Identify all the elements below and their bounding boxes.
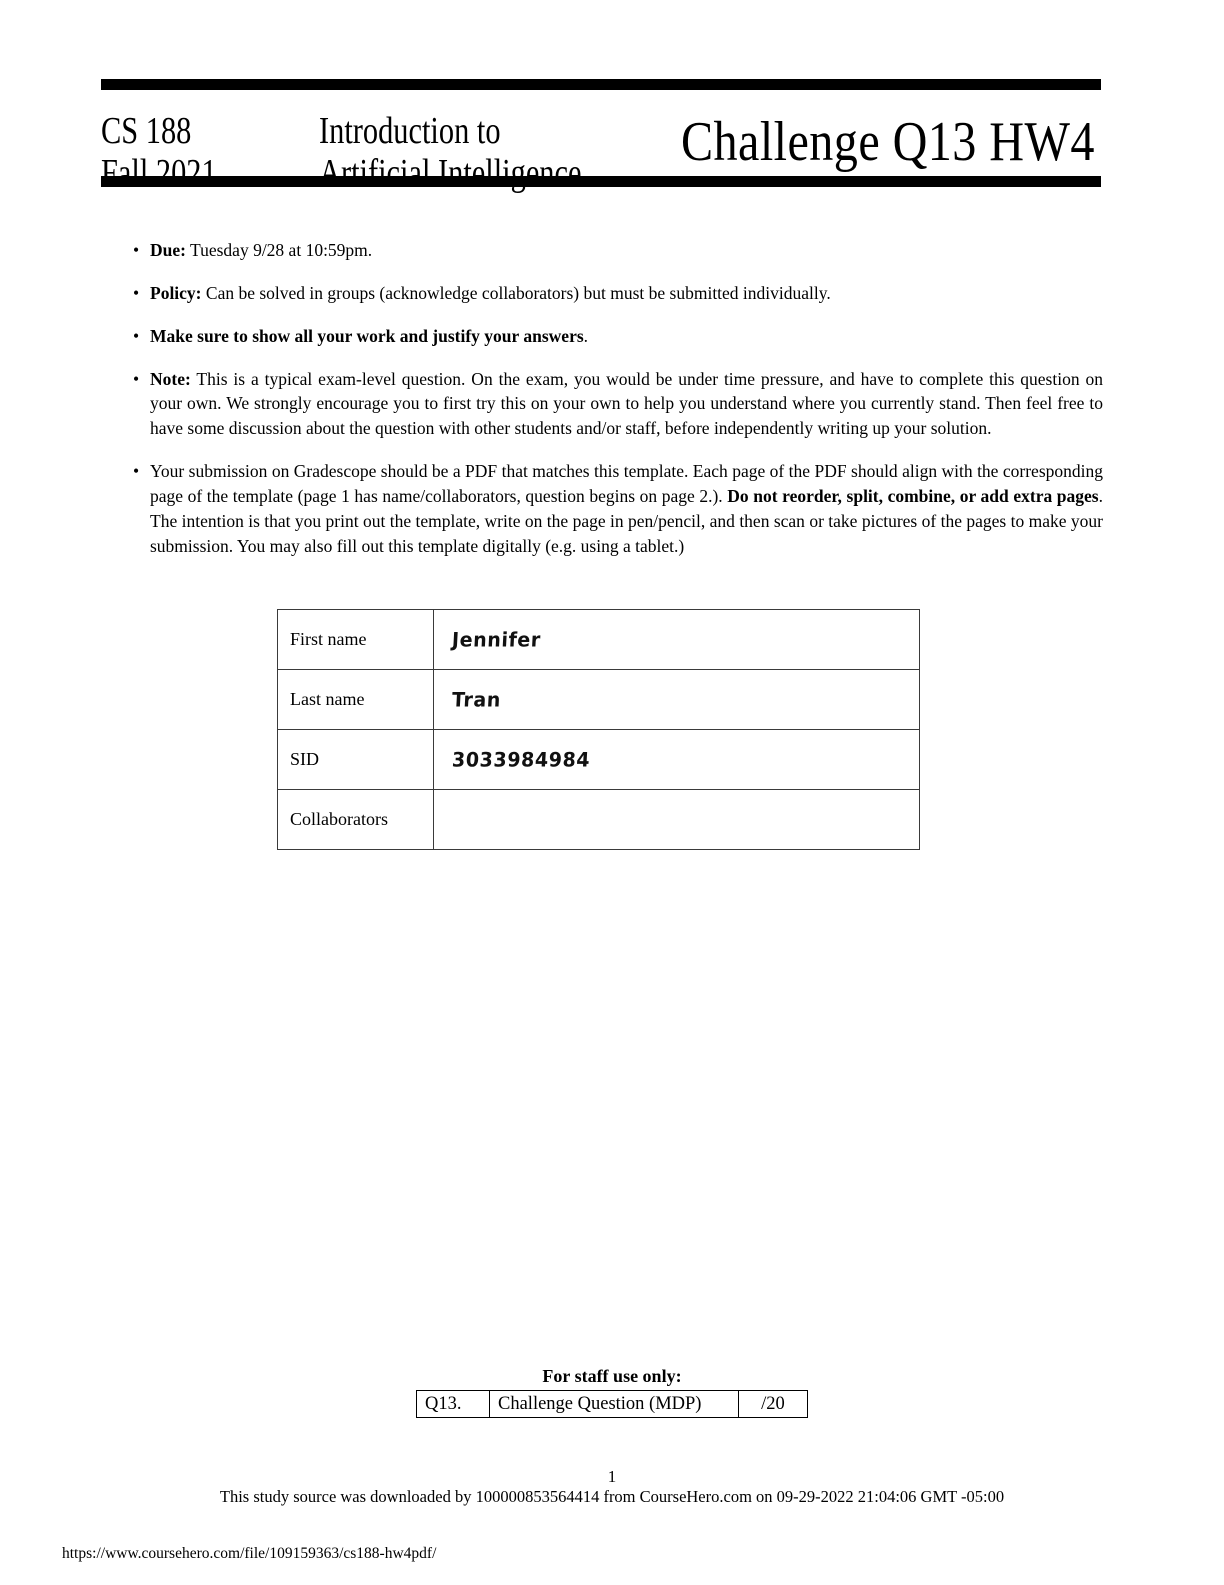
header-title-row xyxy=(101,90,1101,194)
question-number: Q13. xyxy=(417,1391,490,1418)
bullet-emphasis: Do not reorder, split, combine, or add extra pages xyxy=(727,485,1099,506)
download-attribution: This study source was downloaded by 100000853564414 from CourseHero.com on 09-29-2022 21:04:06 GMT -05:00 xyxy=(219,1487,1005,1506)
table-row xyxy=(278,730,920,790)
staff-grading-table xyxy=(416,1390,808,1418)
list-item xyxy=(133,459,1103,558)
instructions-list xyxy=(133,238,1103,558)
bullet-text-part-2: . The intention is that you print out the template, write on the page in pen/pencil, and then scan or take pictures of the pages to make your submission. You may also fill out this template digitally (e.g. using a tablet.) xyxy=(150,485,1103,556)
course-subject xyxy=(319,112,582,192)
document-header xyxy=(101,79,1101,194)
bullet-lead: Due: xyxy=(150,240,186,260)
staff-use-section xyxy=(0,1366,1224,1418)
bullet-lead: Make sure to show all your work and justify your answers xyxy=(150,325,584,346)
bullet-text: Can be solved in groups (acknowledge collaborators) but must be submitted individually. xyxy=(201,282,831,303)
field-label-first-name: First name xyxy=(278,610,434,670)
bullet-lead: Policy: xyxy=(150,282,202,303)
field-value-collaborators[interactable] xyxy=(434,790,920,850)
table-row xyxy=(278,610,920,670)
course-code: CS 188 xyxy=(101,110,192,152)
bullet-lead: Note: xyxy=(150,368,191,389)
source-url: https://www.coursehero.com/file/109159363/cs188-hw4pdf/ xyxy=(62,1545,437,1562)
handwritten-last-name: Tran xyxy=(451,687,502,712)
list-item xyxy=(133,367,1103,442)
handwritten-sid: 3033984984 xyxy=(451,747,591,772)
bullet-icon: • xyxy=(133,325,140,346)
staff-use-heading: For staff use only: xyxy=(542,1366,682,1386)
table-row xyxy=(417,1391,808,1418)
assignment-title: Challenge Q13 HW4 xyxy=(681,111,1095,173)
bullet-text: . xyxy=(583,325,589,346)
list-item xyxy=(133,324,1103,349)
course-identifier xyxy=(101,112,217,192)
list-item xyxy=(133,281,1103,306)
table-row xyxy=(278,670,920,730)
bullet-text: Tuesday 9/28 at 10:59pm. xyxy=(185,240,373,260)
bullet-icon: • xyxy=(133,240,140,260)
subject-line-2: Artificial Intelligence xyxy=(319,152,582,194)
bullet-icon: • xyxy=(133,461,140,482)
bullet-icon: • xyxy=(133,282,140,303)
field-label-sid: SID xyxy=(278,730,434,790)
field-value-last-name[interactable] xyxy=(434,670,920,730)
question-label: Challenge Question (MDP) xyxy=(490,1391,739,1418)
bullet-icon: • xyxy=(133,368,140,389)
handwritten-first-name: Jennifer xyxy=(451,627,542,652)
bullet-text: This is a typical exam-level question. On the exam, you would be under time pressure, and have to complete this question on your own. We strongly encourage you to first try this on your own to help you understand where you currently stand. Then feel free to have some discussion about the question with other students and/or staff, before independently writing up your solution. xyxy=(150,368,1103,439)
student-info-table xyxy=(277,609,920,850)
field-label-last-name: Last name xyxy=(278,670,434,730)
field-value-first-name[interactable] xyxy=(434,610,920,670)
header-bottom-rule xyxy=(101,176,1101,187)
field-label-collaborators: Collaborators xyxy=(278,790,434,850)
course-term: Fall 2021 xyxy=(101,152,217,194)
subject-line-1: Introduction to xyxy=(319,110,501,152)
question-points: /20 xyxy=(739,1391,808,1418)
field-value-sid[interactable] xyxy=(434,730,920,790)
list-item xyxy=(133,238,1103,263)
page-number: 1 xyxy=(607,1467,617,1486)
table-row xyxy=(278,790,920,850)
bullet-text-part-1: Your submission on Gradescope should be a PDF that matches this template. Each page of the PDF should align with the corresponding page of the template (page 1 has name/collaborators, question begins on page 2.). xyxy=(150,461,1103,506)
header-top-rule xyxy=(101,79,1101,90)
